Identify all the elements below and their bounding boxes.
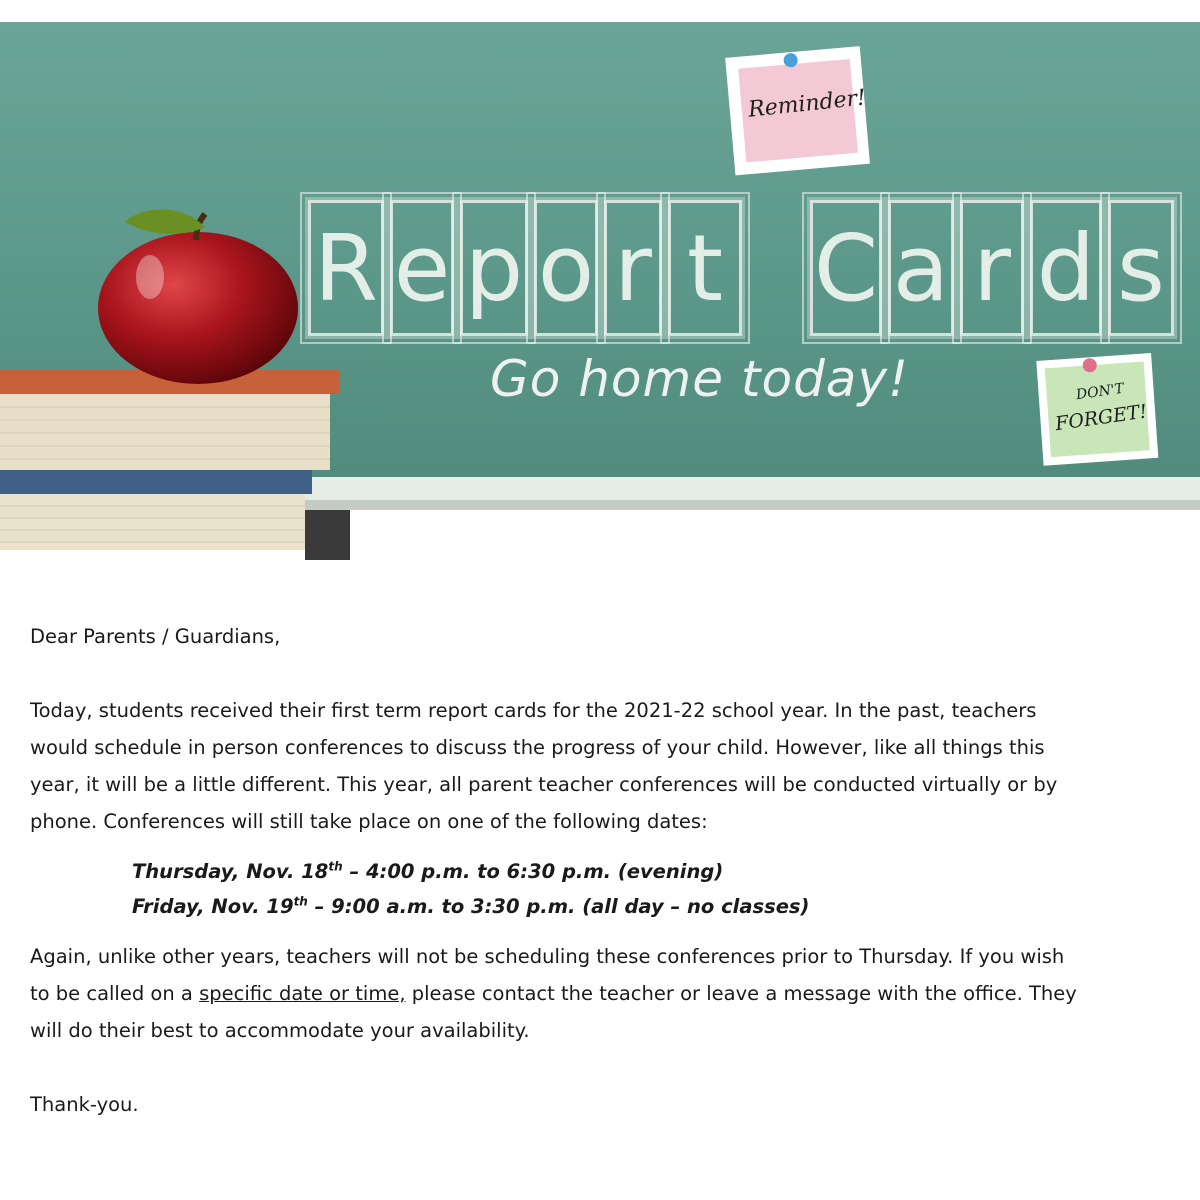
dont-forget-text-line2: FORGET! (1053, 400, 1149, 436)
reminder-note-text: Reminder! (746, 85, 868, 123)
paragraph-line: will do their best to accommodate your availability. (30, 1019, 530, 1042)
title-letter: a (888, 200, 954, 336)
banner-subtitle: Go home today! (490, 350, 910, 408)
paragraph-line: Today, students received their first term report cards for the 2021-22 school year. In the past, teachers (30, 699, 1037, 722)
report-cards-banner (0, 22, 1200, 560)
conference-date-thursday: Thursday, Nov. 18th – 4:00 p.m. to 6:30 p.m. (evening) (132, 859, 724, 883)
title-letter: r (604, 200, 662, 336)
title-letter: R (308, 200, 384, 336)
paragraph-line: year, it will be a little different. This year, all parent teacher conferences will be conducted virtually or by (30, 773, 1058, 796)
paragraph-line: phone. Conferences will still take place on one of the following dates: (30, 810, 708, 833)
closing: Thank-you. (30, 1093, 139, 1116)
paragraph-line: Again, unlike other years, teachers will not be scheduling these conferences prior to Thursday. If you wish (30, 945, 1065, 968)
letter-body (30, 618, 1170, 1123)
paragraph-line: would schedule in person conferences to discuss the progress of your child. However, like all things this (30, 736, 1045, 759)
title-letter: r (960, 200, 1024, 336)
title-letter: s (1108, 200, 1174, 336)
conference-dates (132, 854, 1170, 924)
title-letter: t (668, 200, 742, 336)
title-letter: p (460, 200, 528, 336)
title-letter: e (390, 200, 454, 336)
specific-date-or-time-text: specific date or time, (199, 982, 406, 1005)
conference-date-friday: Friday, Nov. 19th – 9:00 a.m. to 3:30 p.m. (all day – no classes) (132, 894, 810, 918)
title-letter: C (810, 200, 882, 336)
book-stack (0, 370, 350, 560)
title-letter: d (1030, 200, 1102, 336)
paragraph-line: to be called on a specific date or time, please contact the teacher or leave a message with the office. They (30, 982, 1077, 1005)
dont-forget-text-line1: DON'T (1075, 380, 1125, 404)
report-cards-title (298, 200, 1200, 350)
greeting: Dear Parents / Guardians, (30, 625, 281, 648)
title-letter: o (534, 200, 598, 336)
